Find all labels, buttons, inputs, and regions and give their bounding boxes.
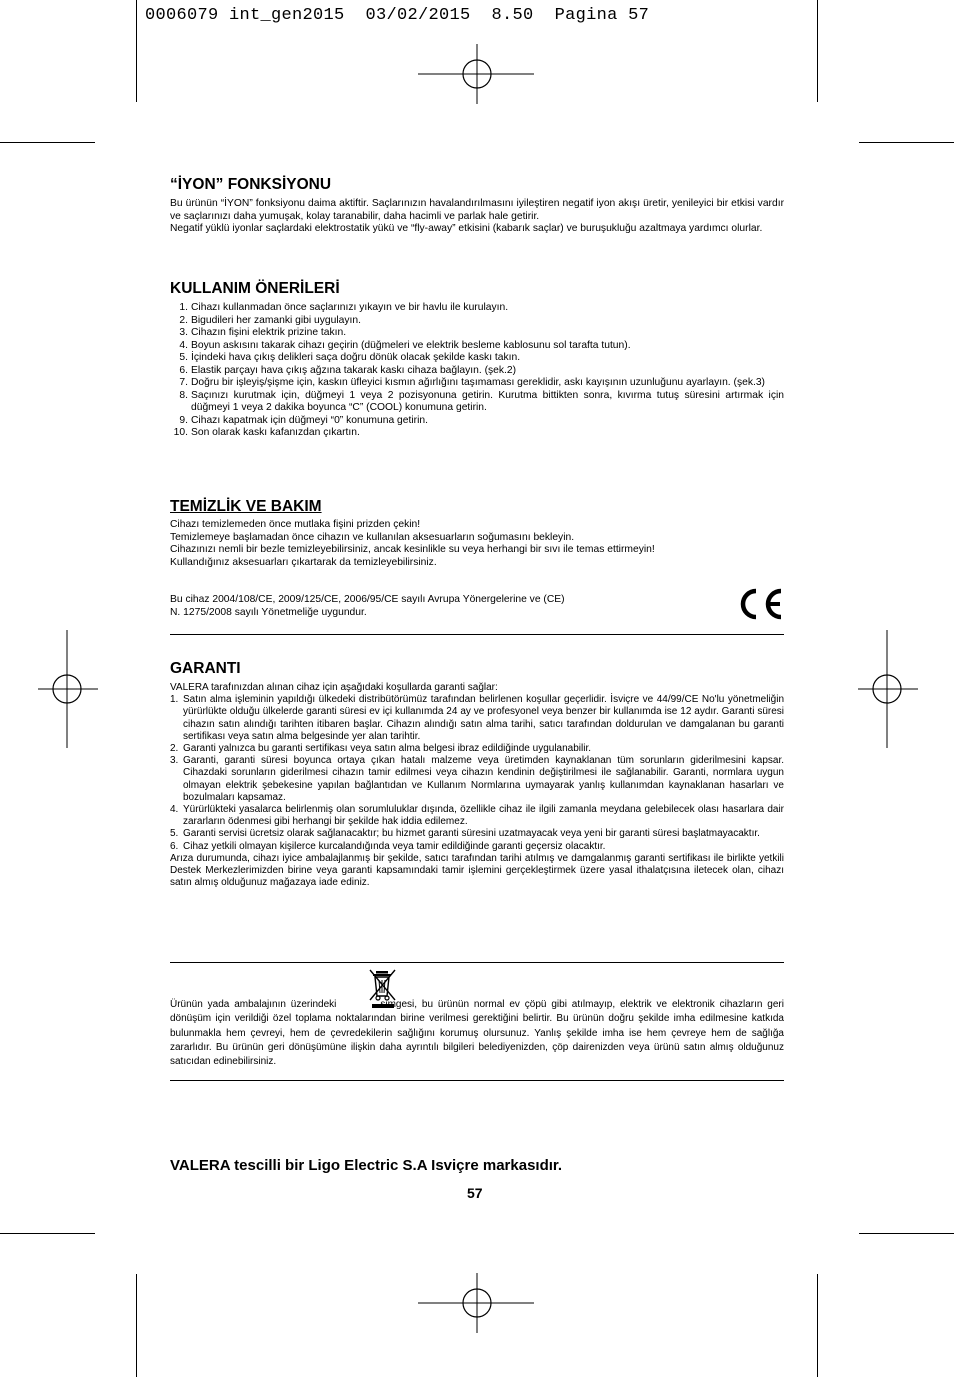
list-text: İçindeki hava çıkış delikleri saça doğru dönük olacak şekilde kaskı takın. <box>191 352 521 363</box>
ion-paragraph-2: Negatif yüklü iyonlar saçlardaki elektrostatik yükü ve “fly-away” etkisini (kabarık saçlar) ve buruşukluğu azaltmaya yardımcı olurlar. <box>170 223 763 234</box>
list-number: 10. <box>173 427 188 438</box>
list-number: 8. <box>179 389 188 401</box>
crop-mark-top-right-horizontal <box>859 142 954 143</box>
ion-heading: “İYON” FONKSİYONU <box>170 176 332 193</box>
list-number: 4. <box>170 804 179 816</box>
guarantee-heading: GARANTI <box>170 660 241 677</box>
list-item <box>170 377 784 390</box>
list-number: 9. <box>179 414 188 426</box>
ce-line-1: Bu cihaz 2004/108/CE, 2009/125/CE, 2006/95/CE sayılı Avrupa Yönergelerine ve (CE) <box>170 594 565 605</box>
list-number: 1. <box>179 302 188 313</box>
list-text: Cihazın fişini elektrik prizine takın. <box>191 327 347 338</box>
list-text: Cihaz yetkili olmayan kişilerce kurcalandığında veya tamir edildiğinde garanti geçersiz olacaktır. <box>183 840 606 852</box>
divider <box>170 962 784 963</box>
disposal-text-after: simgesi, bu ürünün normal ev çöpü gibi atılmayıp, elektrik ve elektronik cihazların geri dönüşüm için verildiği özel toplama noktalarından birine verilmesi gerektiğini belirtir. Bu ürünün doğru şekilde imha edilmesine katkıda bulunmakla hem çevreyi, hem de çevredekilerin sağlığını korumuş olursunuz. Yanlış şekilde imha ise hem çevreye hem de sağlığa zararlıdır. Bu ürünün geri dönüşümüne ilişkin daha ayrıntılı bilgileri belediyenizden, çöp dairenizden veya ürünü satın almış olduğunuz satıcıdan edinebilirsiniz. <box>170 999 784 1068</box>
list-text: Cihazı kapatmak için düğmeyi “0” konumuna getirin. <box>191 414 428 426</box>
list-number: 3. <box>170 755 179 767</box>
registration-mark-icon <box>418 44 536 104</box>
list-item <box>170 302 784 315</box>
list-number: 6. <box>170 840 179 852</box>
ce-compliance <box>170 594 784 619</box>
list-number: 5. <box>170 828 179 840</box>
cleaning-line: Temizlemeye başlamadan önce cihazın ve kullanılan aksesuarların soğumasını bekleyin. <box>170 531 575 543</box>
registration-mark-icon <box>858 630 918 748</box>
ion-paragraph-1: Bu ürünün “İYON” fonksiyonu daima aktiftir. Saçlarınızın havalandırılmasını iyileştiren negatif iyon akışı üretir, yenileyici bir etkisi vardır ve saçlarınızı daha yumuşak, kolay taranabilir, daha hacimli ve parlak hale getirir. <box>170 198 784 222</box>
list-text: Doğru bir işleyiş/şişme için, kaskın üfleyici kısmın ağırlığını taşımaması gereklidir, askı kayışının uzunluğunu ayarlayın. (şek.3) <box>191 377 765 388</box>
list-text: Yürürlükteki yasalarca belirlenmiş olan sorumluluklar dışında, özellikle cihaz ile ilgili zamanla meydana gelebilecek olası hasarlara dair zararların ödenmesi gibi herhangi bir şekilde hak iddia edilemez. <box>183 804 784 828</box>
guarantee-intro: VALERA tarafınızdan alınan cihaz için aşağıdaki koşullarda garanti sağlar: <box>170 682 498 693</box>
list-text: Bigudileri her zamanki gibi uygulayın. <box>191 314 361 326</box>
disposal-notice <box>170 998 784 1069</box>
list-item <box>170 327 784 340</box>
list-item <box>170 828 784 840</box>
list-text: Son olarak kaskı kafanızdan çıkartın. <box>191 427 360 438</box>
divider <box>170 634 784 635</box>
list-item <box>170 352 784 365</box>
crop-mark-bottom-left-horizontal <box>0 1233 95 1234</box>
list-number: 3. <box>179 327 188 338</box>
registration-mark-icon <box>418 1273 536 1333</box>
list-item <box>170 755 784 804</box>
cleaning-line: Cihazı temizlemeden önce mutlaka fişini prizden çekin! <box>170 519 421 530</box>
cleaning-section <box>170 498 784 569</box>
guarantee-section <box>170 660 784 889</box>
list-number: 7. <box>179 377 188 388</box>
list-text: Garanti, garanti süresi boyunca ortaya çıkan hatalı malzeme veya üretimden kaynaklanan tüm sorunların giderilmesini kapsar. Cihazdaki sorunların giderilmesi cihazın tamir edilmesi veya cihazın kendinin değiştirilmesi ile sağlanabilir. Garanti, normlara uygun olmayan elektrik şebekesine yapılan bağlantıdan ve Kullanım Normlarına uymayarak yanlış kullanımdan kaynaklanan hasarları ve bozulmaları kapsamaz. <box>183 755 784 803</box>
print-header-slug: 0006079 int_gen2015 03/02/2015 8.50 Pagina 57 <box>145 6 650 25</box>
crop-mark-top-left-horizontal <box>0 142 95 143</box>
list-text: Satın alma işleminin yapıldığı ülkedeki distribütörümüz tarafından belirlenen koşullar geçerlidir. İsviçre ve 44/99/CE No'lu yönetmeliğin yürürlükte olduğu ülkelerde garanti süresi ev içi kullanımda 24 ay ve profesyonel veya benzer bir kullanımda ise 12 aydır. Garanti süresi cihazın satın alındığı tarihten itibaren başlar. Cihazın alındığı satın alma tarihi, satıcı tarafından doldurulan ve damgalanan bu garanti sertifikası veya satın alma belgesinde yer alan tarihtir. <box>183 694 784 742</box>
registration-mark-icon <box>38 630 98 748</box>
list-item <box>170 427 784 440</box>
list-item <box>170 415 784 428</box>
list-item <box>170 694 784 743</box>
disposal-text-before: Ürünün yada ambalajının üzerindeki <box>170 999 337 1010</box>
crop-mark-bottom-right-horizontal <box>859 1233 954 1234</box>
list-text: Elastik parçayı hava çıkış ağzına takarak kaskı cihaza bağlayın. (şek.2) <box>191 364 517 376</box>
page-number: 57 <box>467 1185 483 1201</box>
list-text: Garanti yalnızca bu garanti sertifikası veya satın alma belgesi ibraz edildiğinde uygulanabilir. <box>183 743 592 755</box>
cleaning-heading: TEMİZLİK VE BAKIM <box>170 498 322 515</box>
guarantee-outro: Arıza durumunda, cihazı iyice ambalajlanmış bir şekilde, satıcı tarafından tarihi atılmış ve damgalanmış garanti sertifikası ile birlikte yetkili Destek Merkezlerimizden birine veya garanti kapsamındaki tamir işlemini gerçekleştirmek üzere yasal ithalatçısına iletecek olan, cihazı satın almış olduğunuz mağazaya iade ediniz. <box>170 852 784 889</box>
cleaning-line: Cihazınızı nemli bir bezle temizleyebilirsiniz, ancak kesinlikle su veya herhangi bir sıvı ile temas ettirmeyin! <box>170 544 655 555</box>
list-text: Cihazı kullanmadan önce saçlarınızı yıkayın ve bir havlu ile kurulayın. <box>191 302 509 313</box>
usage-section <box>170 280 784 440</box>
list-item <box>170 315 784 328</box>
list-number: 2. <box>170 743 179 755</box>
divider <box>170 1080 784 1081</box>
crop-mark-top-right-vertical <box>817 0 818 102</box>
list-item <box>170 841 784 853</box>
cleaning-line: Kullandığınız aksesuarları çıkartarak da temizleyebilirsiniz. <box>170 556 437 568</box>
brand-trademark-line: VALERA tescilli bir Ligo Electric S.A Isviçre markasıdır. <box>170 1157 563 1174</box>
list-number: 5. <box>179 352 188 363</box>
list-number: 6. <box>179 364 188 376</box>
list-item <box>170 365 784 378</box>
list-text: Boyun askısını takarak cihazı geçirin (düğmeleri ve elektrik besleme kablosunu sol tarafta tutun). <box>191 339 631 351</box>
crop-mark-top-left-vertical <box>136 0 137 102</box>
list-item <box>170 804 784 828</box>
list-text: Garanti servisi ücretsiz olarak sağlanacaktır; bu hizmet garanti süresini uzatmayacak veya yeni bir garanti süresi başlatmayacaktır. <box>183 828 760 840</box>
ion-section <box>170 176 784 236</box>
crop-mark-bottom-right-vertical <box>817 1274 818 1377</box>
list-number: 1. <box>170 694 179 706</box>
ce-mark-icon <box>734 586 786 622</box>
list-item <box>170 390 784 415</box>
list-item <box>170 340 784 353</box>
list-text: Saçınızı kurutmak için, düğmeyi 1 veya 2 pozisyonuna getirin. Kurutma bittikten sonra, kıvırma tutuş süresini artırmak için düğmeyi 1 veya 2 dakika boyunca “C” (COOL) konumuna getirin. <box>191 389 784 413</box>
ce-line-2: N. 1275/2008 sayılı Yönetmeliğe uygundur. <box>170 606 367 618</box>
crop-mark-bottom-left-vertical <box>136 1274 137 1377</box>
usage-heading: KULLANIM ÖNERİLERİ <box>170 280 340 297</box>
list-number: 2. <box>179 314 188 326</box>
list-number: 4. <box>179 339 188 351</box>
list-item <box>170 743 784 755</box>
usage-list <box>170 302 784 440</box>
